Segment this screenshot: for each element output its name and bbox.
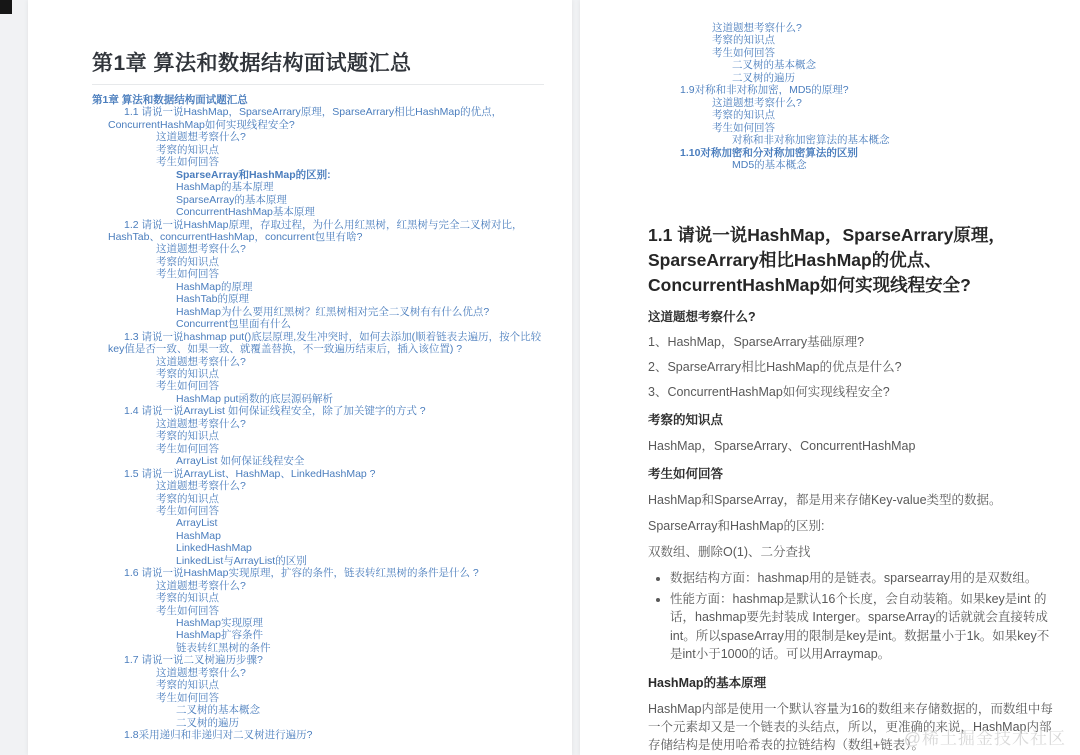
question-intent-label: 这道题想考察什么? xyxy=(648,310,756,325)
toc-item[interactable]: LinkedList与ArrayList的区别 xyxy=(176,554,307,567)
toc-item[interactable]: 这道题想考察什么? xyxy=(156,417,246,430)
bullet-list xyxy=(648,569,1056,664)
toc-item[interactable]: 考生如何回答 xyxy=(156,380,219,393)
toc-item[interactable]: SparseArray的基本原理 xyxy=(176,193,287,206)
toc-item[interactable]: 二叉树的基本概念 xyxy=(732,59,816,72)
toc-item[interactable]: 这道题想考察什么? xyxy=(156,355,246,368)
toc-item[interactable]: 1.1 请说一说HashMap，SparseArrary原理，SparseArrary相比HashMap的优点，ConcurrentHashMap如何实现线程安全? xyxy=(108,106,503,131)
toc-item[interactable]: 考生如何回答 xyxy=(712,46,775,59)
toc-item[interactable]: 考察的知识点 xyxy=(156,679,219,692)
body-paragraph-4: HashMap内部是使用一个默认容量为16的数组来存储数据的，而数组中每一个元素却又是一个链表的头结点，所以，更准确的来说，HashMap内部存储结构是使用哈希表的拉链结构（数组+链表）。 xyxy=(648,701,1053,752)
toc-item[interactable]: 1.9对称和非对称加密，MD5的原理? xyxy=(680,84,849,97)
body-paragraph-3: 双数组、删除O(1)、二分查找 xyxy=(648,545,811,560)
question-item: 2、SparseArrary相比HashMap的优点是什么? xyxy=(648,360,902,375)
toc-item[interactable]: 考察的知识点 xyxy=(156,255,219,268)
toc-item[interactable]: HashMap的原理 xyxy=(176,280,253,293)
toc-item[interactable]: 1.10对称加密和分对称加密算法的区别 xyxy=(680,146,858,159)
toc-item[interactable]: 1.6 请说一说HashMap实现原理，扩容的条件，链表转红黑树的条件是什么 ? xyxy=(124,567,479,580)
question-item: 3、ConcurrentHashMap如何实现线程安全? xyxy=(648,385,890,400)
toc-item[interactable]: 第1章 算法和数据结构面试题汇总 xyxy=(92,94,248,106)
toc-item[interactable]: 考生如何回答 xyxy=(712,121,775,134)
article-section xyxy=(648,223,1056,754)
chapter-title: 第1章 算法和数据结构面试题汇总 xyxy=(92,50,544,85)
toc-item[interactable]: 这道题想考察什么? xyxy=(156,480,246,493)
toc-item[interactable]: 这道题想考察什么? xyxy=(156,243,246,256)
toc-item[interactable]: HashTab的原理 xyxy=(176,293,249,306)
toc-item[interactable]: 1.7 请说一说二叉树遍历步骤? xyxy=(124,654,263,667)
toc-item[interactable]: HashMap为什么要用红黑树？红黑树相对完全二叉树有有什么优点? xyxy=(176,305,490,318)
toc-item[interactable]: 考生如何回答 xyxy=(156,691,219,704)
toc-item[interactable]: 考生如何回答 xyxy=(156,156,219,169)
answer-label: 考生如何回答 xyxy=(648,467,724,482)
toc-item[interactable]: 考生如何回答 xyxy=(156,268,219,281)
toc-item[interactable]: 对称和非对称加密算法的基本概念 xyxy=(732,134,890,147)
toc-item[interactable]: 考生如何回答 xyxy=(156,504,219,517)
toc-item[interactable]: HashMap put函数的底层源码解析 xyxy=(176,392,333,405)
toc-item[interactable]: 考生如何回答 xyxy=(156,442,219,455)
toc-item[interactable]: HashMap实现原理 xyxy=(176,617,263,630)
bullet-item: • 性能方面：hashmap是默认16个长度，会自动装箱。如果key是int 的话，hashmap要先封装成 Interger。sparseArray的话就就会直接转成int。所以spaseArray用的限制是key是int。数据量小于1k。如果key不是int小于1000的话。可以用Arraymap。 xyxy=(670,590,1056,664)
toc-item[interactable]: 链表转红黑树的条件 xyxy=(176,641,271,654)
toc-item[interactable]: 这道题想考察什么? xyxy=(156,579,246,592)
toc-item[interactable]: 考察的知识点 xyxy=(156,430,219,443)
toc-item[interactable]: SparseArray和HashMap的区别: xyxy=(176,168,331,181)
subsection-label: HashMap的基本原理 xyxy=(648,675,767,690)
toc-item[interactable]: MD5的基本概念 xyxy=(732,158,807,171)
toc-item[interactable]: 这道题想考察什么? xyxy=(156,131,246,144)
knowledge-points-text: HashMap，SparseArrary、ConcurrentHashMap xyxy=(648,439,916,454)
toc-item[interactable]: HashMap的基本原理 xyxy=(176,181,274,194)
toc-item[interactable]: 考察的知识点 xyxy=(156,367,219,380)
toc-item[interactable]: Concurrent包里面有什么 xyxy=(176,318,291,331)
toc-item[interactable]: 1.2 请说一说HashMap原理，存取过程，为什么用红黑树，红黑树与完全二叉树对比，HashTab、concurrentHashMap，concurrent包里有啥? xyxy=(108,218,523,243)
page-left xyxy=(28,0,572,755)
question-item: 1、HashMap，SparseArrary基础原理? xyxy=(648,335,865,350)
knowledge-points-label: 考察的知识点 xyxy=(648,413,724,428)
toc-item[interactable]: 这道题想考察什么? xyxy=(712,96,802,109)
toc-item[interactable]: 这道题想考察什么? xyxy=(712,22,802,34)
body-paragraph-1: HashMap和SparseArray，都是用来存储Key-value类型的数据。 xyxy=(648,493,1002,508)
toc-item[interactable]: LinkedHashMap xyxy=(176,542,252,555)
toc-item[interactable]: ArrayList xyxy=(176,517,218,530)
bullet-item: • 数据结构方面：hashmap用的是链表。sparsearray用的是双数组。 xyxy=(670,569,1056,588)
question-list xyxy=(648,333,1056,401)
toc-item[interactable]: 考察的知识点 xyxy=(156,592,219,605)
toc-item[interactable]: ArrayList 如何保证线程安全 xyxy=(176,455,305,468)
toc-item[interactable]: 二叉树的基本概念 xyxy=(176,704,260,717)
page-right xyxy=(580,0,1080,755)
watermark: @稀土掘金技术社区 xyxy=(903,729,1066,748)
toc-item[interactable]: 二叉树的遍历 xyxy=(176,716,239,729)
toc-item[interactable]: 考察的知识点 xyxy=(712,109,775,122)
toc-item[interactable]: 1.8采用递归和非递归对二叉树进行遍历? xyxy=(124,729,313,742)
toc-list-left xyxy=(92,94,544,742)
toc-item[interactable]: 考生如何回答 xyxy=(156,604,219,617)
toc-item[interactable]: 二叉树的遍历 xyxy=(732,71,795,84)
toc-item[interactable]: ConcurrentHashMap基本原理 xyxy=(176,206,315,219)
toc-item[interactable]: 考察的知识点 xyxy=(712,34,775,47)
toc-item[interactable]: HashMap扩容条件 xyxy=(176,629,263,642)
toc-item[interactable]: 考察的知识点 xyxy=(156,143,219,156)
toc-item[interactable]: 1.3 请说一说hashmap put()底层原理,发生冲突时，如何去添加(顺着链表去遍历，按个比较key值是否一致、如果一致、就覆盖替换，不一致遍历结束后，插入该位置) ? xyxy=(108,330,542,356)
toc-item[interactable]: 1.5 请说一说ArrayList、HashMap、LinkedHashMap ? xyxy=(124,467,376,480)
toc-item[interactable]: 这道题想考察什么? xyxy=(156,666,246,679)
toc-list-right xyxy=(648,22,1056,171)
toc-item[interactable]: 考察的知识点 xyxy=(156,492,219,505)
section-heading: 1.1 请说一说HashMap，SparseArrary原理，SparseArrary相比HashMap的优点、ConcurrentHashMap如何实现线程安全? xyxy=(648,225,1006,296)
toc-item[interactable]: HashMap xyxy=(176,529,221,542)
body-paragraph-2: SparseArray和HashMap的区别: xyxy=(648,519,825,534)
toc-item[interactable]: 1.4 请说一说ArrayList 如何保证线程安全，除了加关键字的方式 ? xyxy=(124,405,426,418)
corner-artifact xyxy=(0,0,12,14)
